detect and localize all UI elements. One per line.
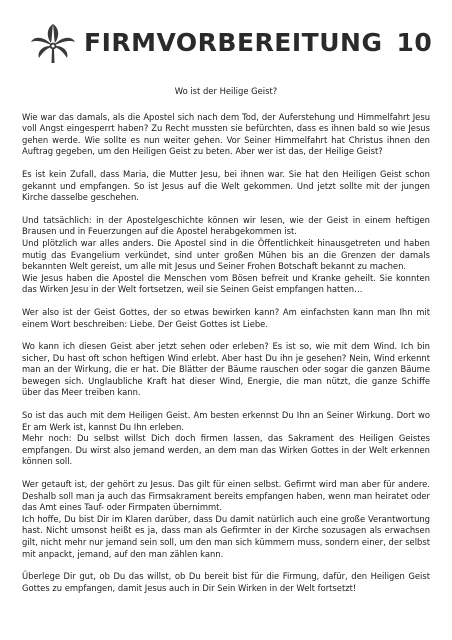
paragraph: Überlege Dir gut, ob Du das willst, ob Du bereit bist für die Firmung, dafür, den Heiligen Geist Gottes zu empfangen, damit Jesus auch in Dir Sein Wirken in der Welt fortsetzt! — [22, 571, 430, 593]
paragraph: Und plötzlich war alles anders. Die Apostel sind in die Öffentlichkeit hinausgetreten und haben mutig das Evangelium verkündet, sind unter großen Mühen bis an die Grenzen der damals bekannten Welt gereist, um alle mit Jesus und Seiner Frohen Botschaft bekannt zu machen. — [22, 237, 430, 272]
paragraph: Wie war das damals, als die Apostel sich nach dem Tod, der Auferstehung und Himmelfahrt Jesu voll Angst eingesperrt haben? Zu Recht mussten sie befürchten, dass es ihnen bald so wie Jesus gehen werde. Wie sollte es nun weiter gehen. Vor Seiner Himmelfahrt hat Christus ihnen den Auftrag gegeben, um den Heiligen Geist zu beten. Aber wer ist das, der Heilige Geist? — [22, 111, 430, 157]
lead-question: Wo ist der Heilige Geist? — [174, 86, 278, 96]
paragraph: So ist das auch mit dem Heiligen Geist. Am besten erkennst Du Ihn an Seiner Wirkung. Dort wo Er am Werk ist, kannst Du Ihn erleben. — [22, 410, 430, 432]
paragraph: Wer also ist der Geist Gottes, der so etwas bewirken kann? Am einfachsten kann man Ihn mit einem Wort beschreiben: Liebe. Der Geist Gottes ist Liebe. — [22, 306, 430, 329]
paragraph: Mehr noch: Du selbst willst Dich doch firmen lassen, das Sakrament des Heiligen Geistes empfangen. Du wirst also jemand werden, an dem man das Wirken Gottes in der Welt erkennen können soll. — [22, 433, 430, 467]
paragraph: Wie Jesus haben die Apostel die Menschen vom Bösen befreit und Kranke geheilt. Sie konnten das Wirken Jesu in der Welt fortsetzen, weil sie Seinen Geist empfangen hatten… — [22, 272, 430, 295]
fleur-ornament-icon — [28, 18, 78, 68]
title-text: FIRMVORBEREITUNG — [84, 28, 383, 57]
paragraph: Es ist kein Zufall, dass Maria, die Mutter Jesu, bei ihnen war. Sie hat den Heiligen Geist schon gekannt und empfangen. So ist Jesus auf die Welt gekommen. Und jetzt sollte mit der jungen Kirche dasselbe geschehen. — [22, 168, 430, 203]
title-number: 10 — [396, 28, 433, 57]
paragraph: Wo kann ich diesen Geist aber jetzt sehen oder erleben? Es ist so, wie mit dem Wind. Ich bin sicher, Du hast oft schon heftigen Wind erlebt. Aber hast Du ihn je gesehen? Nein, Wind erkennt man an der Wirkung, die er hat. Die Blätter der Bäume rauschen oder sogar die ganzen Bäume bewegen sich. Unglaubliche Kraft hat dieser Wind, Energie, die man nützt, die ganze Schiffe über das Meer treiben kann. — [22, 341, 430, 398]
paragraph: Und tatsächlich: in der Apostelgeschichte können wir lesen, wie der Geist in einem heftigen Brausen und in Feuerzungen auf die Apostel herabgekommen ist. — [22, 214, 430, 237]
paragraph: Ich hoffe, Du bist Dir im Klaren darüber, dass Du damit natürlich auch eine große Verantwortung hast. Nicht umsonst heißt es ja, dass man als Gefirmter in der Kirche sozusagen als erwachsen gilt, nicht mehr nur jemand sein soll, um den man sich kümmern muss, sondern einer, der selbst mit anpackt, jemand, auf den man zählen kann. — [22, 513, 430, 559]
paragraph: Wer getauft ist, der gehört zu Jesus. Das gilt für einen selbst. Gefirmt wird man aber für andere. Deshalb soll man ja auch das Firmsakrament bereits empfangen haben, wenn man heiratet oder das Amt eines Tauf- oder Firmpaten übernimmt. — [22, 479, 430, 513]
document-body — [22, 86, 430, 594]
page-title — [84, 28, 440, 58]
